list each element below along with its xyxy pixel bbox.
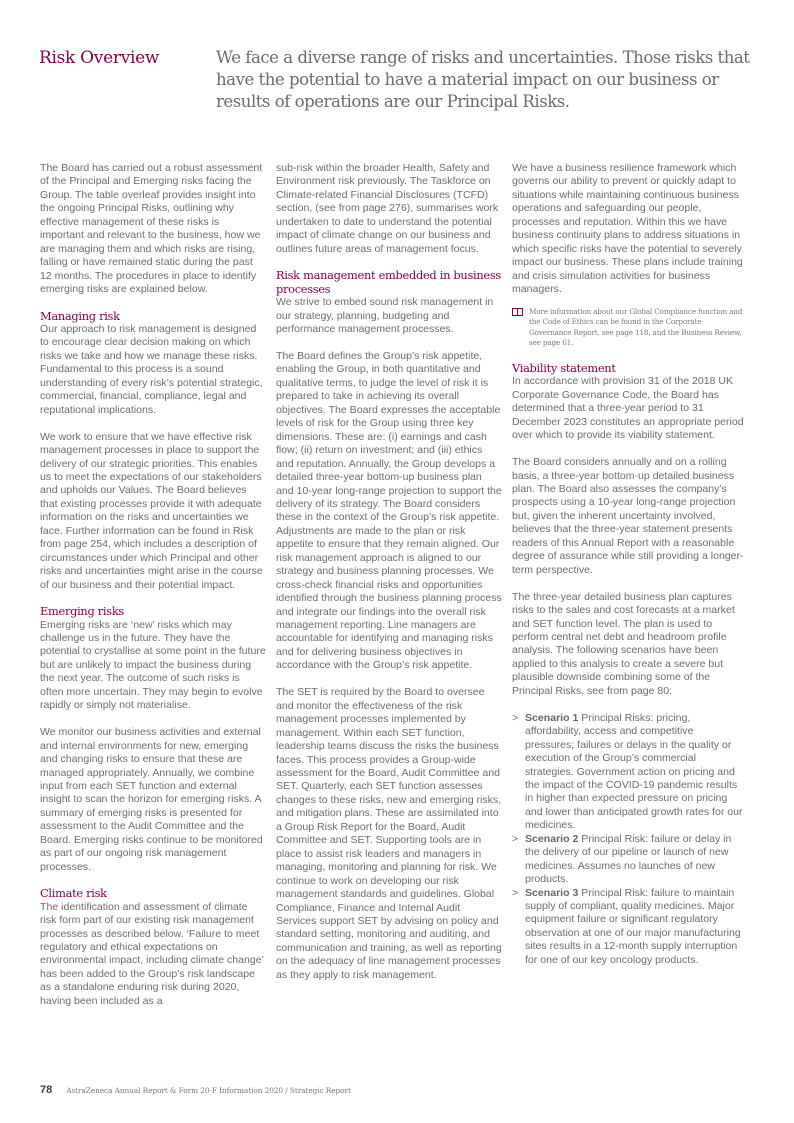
intro-statement: We face a diverse range of risks and uncertainties. Those risks that have the potential to have a material impact on our business or results of operations are our Principal Risks. bbox=[216, 48, 750, 111]
paragraph: The Board defines the Group’s risk appetite, enabling the Group, in both quantitative and qualitative terms, to judge the level of risk it is prepared to take in achieving its overall objectives. The Board expresses the acceptable levels of risk for the Group using three key dimensions. These are: (i) earnings and cash flow; (ii) return on investment; and (iii) ethics and reputation. Annually, the Group develops a detailed three-year bottom-up business plan and 10-year long-range projection to support the delivery of its strategy. The Board considers these in the context of the Group’s risk appetite. Adjustments are made to the plan or risk appetite to ensure that they remain aligned. Our risk management approach is aligned to our strategy and business planning processes. We cross-check financial risks and opportunities identified through the business planning process and integrate our findings into the overall risk management reporting. Line managers are accountable for identifying and managing risks and for delivering business objectives in accordance with the Group’s risk appetite. bbox=[276, 349, 502, 672]
paragraph: The three-year detailed business plan captures risks to the sales and cost forecasts at a market and SET function level. The plan is used to perform central net debt and headroom profile analysis. The following scenarios have been applied to this analysis to create a severe but plausible downside combining some of the Principal Risks, see from page 80: bbox=[512, 590, 735, 697]
column-2 bbox=[276, 162, 502, 982]
scenario-list bbox=[512, 712, 744, 968]
paragraph: We strive to embed sound risk management in our strategy, planning, budgeting and performance management processes. bbox=[276, 296, 494, 336]
chevron-right-icon: > bbox=[512, 711, 519, 724]
paragraph: The Board considers annually and on a rolling basis, a three-year bottom-up detailed business plan. The Board also assesses the company’s prospects using a 10-year long-range projection but, given the inherent uncertainty involved, believes that the three-year statement presents readers of this Annual Report with a reasonable degree of assurance while still providing a longer-term perspective. bbox=[512, 456, 744, 576]
paragraph: We have a business resilience framework which governs our ability to prevent or quickly adapt to situations while maintaining continuous business operations and safeguarding our people, processes and reputation. Within this we have business continuity plans to address situations in which specific risks have the potential to severely impact our business. These plans include training and crisis simulation activities for business managers. bbox=[512, 162, 743, 296]
heading-climate-risk: Climate risk bbox=[40, 886, 107, 901]
paragraph: We monitor our business activities and external and internal environments for new, emerging and changing risks to ensure that these are managed appropriately. Annually, we combine input from each SET function and external insight to scan the horizon for emerging risks. A summary of emerging risks is presented for assessment to the Audit Committee and the Board. Emerging risks continue to be monitored as part of our ongoing risk management processes. bbox=[40, 726, 263, 873]
intro-paragraph: The Board has carried out a robust assessment of the Principal and Emerging risks facing the Group. The table overleaf provides insight into the ongoing Principal Risks, outlining why effective management of these risks is important and relevant to the business, how we are managing them and which risks are rising, falling or have remained static during the past 12 months. The procedures in place to identify emerging risks are explained below. bbox=[40, 162, 263, 296]
heading-viability-statement: Viability statement bbox=[512, 360, 616, 375]
page-number: 78 bbox=[40, 1084, 53, 1096]
paragraph: sub-risk within the broader Health, Safety and Environment risk previously. The Taskforce on Climate-related Financial Disclosures (TCFD) section, (see from page 276), summarises work undertaken to date to understand the potential impact of climate change on our business and outlines future areas of management focus. bbox=[276, 162, 499, 255]
scenario-item bbox=[512, 833, 744, 887]
column-3 bbox=[512, 162, 744, 967]
scenario-label: Scenario 3 bbox=[525, 886, 579, 899]
heading-managing-risk: Managing risk bbox=[40, 308, 120, 323]
paragraph: The identification and assessment of climate risk form part of our existing risk management processes as described below. ‘Failure to meet regulatory and ethical expectations on environmental impact, including climate change’ has been added to the Group’s risk landscape as a standalone enduring risk during 2020, having been included as a bbox=[40, 900, 264, 1007]
paragraph: The SET is required by the Board to oversee and monitor the effectiveness of the risk management processes implemented by management. Within each SET function, leadership teams discuss the risks the business faces. This process provides a Group-wide assessment for the Board, Audit Committee and SET. Quarterly, each SET function assesses changes to these risks, new and emerging risks, and mitigation plans. These are assimilated into a Group Risk Report for the Board, Audit Committee and SET. Supporting tools are in place to assist risk leaders and managers in managing, monitoring and planning for risk. We continue to work on developing our risk management standards and guidelines. Global Compliance, Finance and Internal Audit Services support SET by advising on policy and standard setting, monitoring and auditing, and communication and training, as well as reporting on the adequacy of line management processes as they apply to risk management. bbox=[276, 686, 502, 981]
column-1 bbox=[40, 162, 266, 1008]
page-footer bbox=[40, 1084, 351, 1096]
section-title: Risk Overview bbox=[39, 48, 160, 68]
paragraph: In accordance with provision 31 of the 2018 UK Corporate Governance Code, the Board has determined that a three-year period to 31 December 2023 constitutes an appropriate period over which to provide its viability statement. bbox=[512, 375, 744, 442]
scenario-item bbox=[512, 887, 744, 968]
scenario-item bbox=[512, 712, 744, 833]
heading-emerging-risks: Emerging risks bbox=[40, 604, 124, 619]
paragraph: Our approach to risk management is designed to encourage clear decision making on which risks we take and how we manage these risks. Fundamental to this process is a sound understanding of every risk’s potential strategic, commercial, financial, compliance, legal and reputational implications. bbox=[40, 323, 263, 416]
chevron-right-icon: > bbox=[512, 832, 519, 845]
scenario-text: Principal Risk: failure or delay in the delivery of our pipeline or launch of new medicines. Assumes no launches of new products. bbox=[525, 832, 732, 886]
scenario-text: Principal Risks: pricing, affordability, access and competitive pressures; failures or delays in the quality or execution of the Group’s commercial strategies. Government action on pricing and the impact of the COVID-19 pandemic results in higher than expected pressure on pricing and lower than anticipated growth rates for our medicines. bbox=[525, 711, 743, 832]
scenario-label: Scenario 2 bbox=[525, 832, 579, 845]
scenario-label: Scenario 1 bbox=[525, 711, 579, 724]
scenario-text: Principal Risk: failure to maintain supply of compliant, quality medicines. Major equipment failure or significant regulatory observation at one of our major manufacturing sites results in a 12-month supply interruption for one of our key oncology products. bbox=[525, 886, 741, 966]
paragraph: We work to ensure that we have effective risk management processes in place to support the delivery of our strategic priorities. This enables us to meet the expectations of our stakeholders and upholds our Values. The Board believes that existing processes provide it with adequate information on the risks and uncertainties we face. Further information can be found in Risk from page 254, which includes a description of circumstances under which Principal and other risks and uncertainties might arise in the course of our business and their potential impact. bbox=[40, 430, 263, 591]
paragraph: Emerging risks are ‘new’ risks which may challenge us in the future. They have the potential to crystallise at some point in the future but are unlikely to impact the business during the next year. The outcome of such risks is often more uncertain. They may begin to evolve rapidly or simply not materialise. bbox=[40, 618, 266, 712]
note-text: More information about our Global Compliance function and the Code of Ethics can be found in the Corporate Governance Report, see page 118, and the Business Review, see page 61. bbox=[529, 306, 743, 348]
chevron-right-icon: > bbox=[512, 886, 519, 899]
cross-reference-note bbox=[512, 307, 744, 349]
heading-risk-management-embedded: Risk management embedded in business processes bbox=[276, 268, 501, 296]
book-icon bbox=[512, 308, 523, 316]
document-reference: AstraZeneca Annual Report & Form 20-F Information 2020 / Strategic Report bbox=[66, 1086, 351, 1095]
